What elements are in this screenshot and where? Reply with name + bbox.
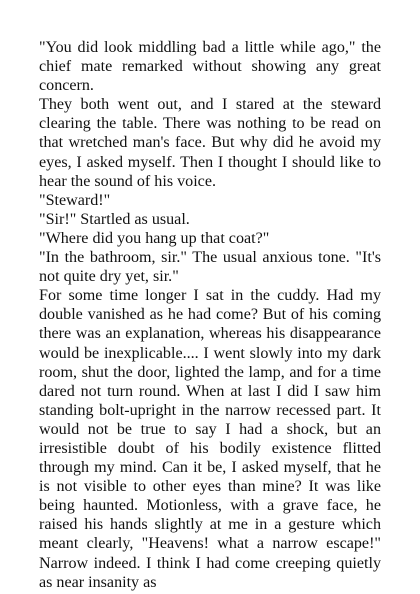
book-page-text — [39, 38, 381, 592]
paragraph: "You did look middling bad a little while ago," the chief mate remarked without showing any great concern. — [39, 39, 381, 95]
paragraph: "Steward!" — [39, 191, 111, 209]
paragraph: "In the bathroom, sir." The usual anxious tone. "It's not quite dry yet, sir." — [39, 249, 381, 286]
paragraph: "Sir!" Startled as usual. — [39, 210, 190, 228]
paragraph: For some time longer I sat in the cuddy. Had my double vanished as he had come? But of his coming there was an explanation, whereas his disappearance would be inexplicable.... I went slowly into my dark room, shut the door, lighted the lamp, and for a time dared not turn round. When at last I did I saw him standing bolt-upright in the narrow recessed part. It would not be true to say I had a shock, but an irresistible doubt of his bodily existence flitted through my mind. Can it be, I asked myself, that he is not visible to other eyes than mine? It was like being haunted. Motionless, with a grave face, he raised his hands slightly at me in a gesture which meant clearly, "Heavens! what a narrow escape!" Narrow indeed. I think I had come creeping quietly as near insanity as — [39, 287, 381, 591]
paragraph: "Where did you hang up that coat?" — [39, 229, 270, 247]
paragraph: They both went out, and I stared at the steward clearing the table. There was nothing to be read on that wretched man's face. But why did he avoid my eyes, I asked myself. Then I thought I should like to hear the sound of his voice. — [39, 96, 381, 190]
